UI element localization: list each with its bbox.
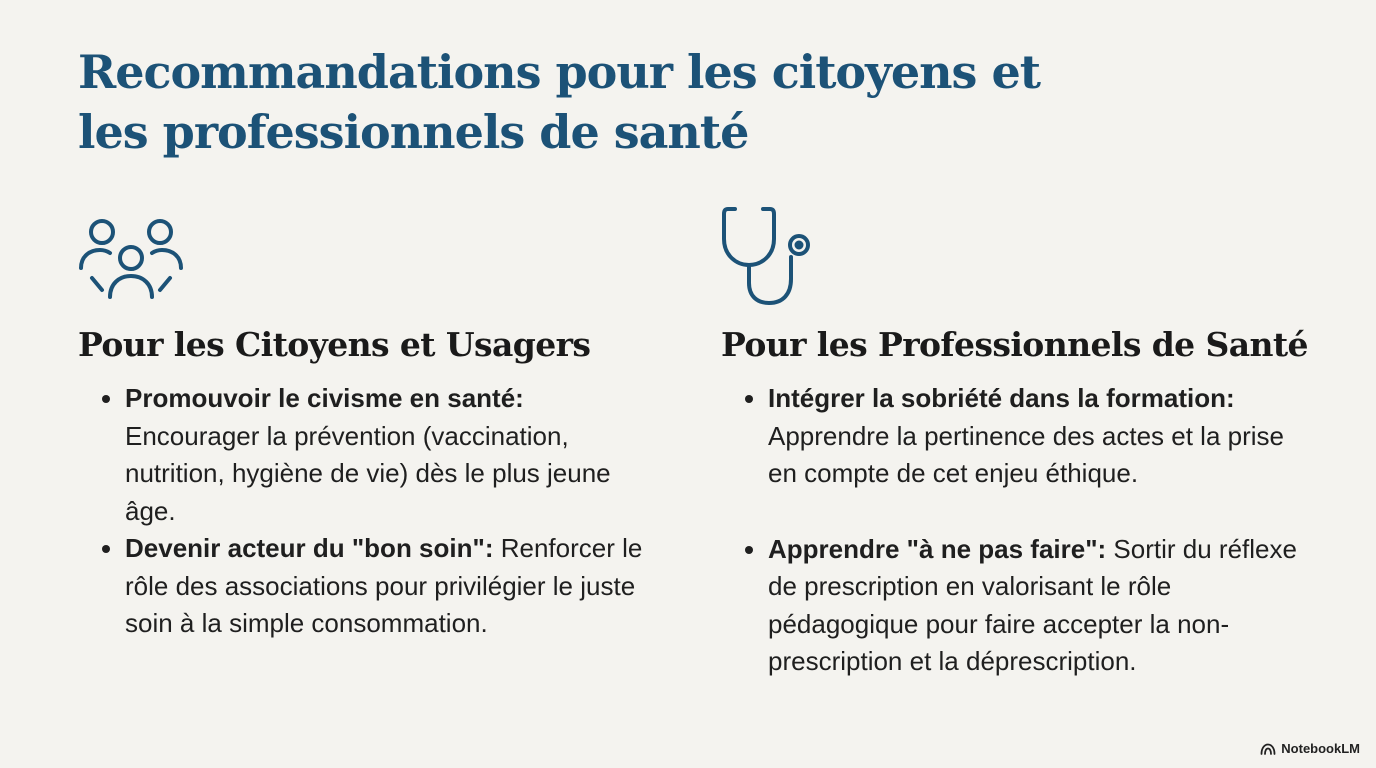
list-item <box>78 380 645 530</box>
citizens-bullet-list <box>78 380 645 643</box>
bullet-text: Renforcer le rôle des associations pour privilégier le juste soin à la simple consommation. <box>125 533 643 638</box>
list-item <box>721 531 1308 681</box>
bullet-text: Sortir du réflexe de prescription en valorisant le rôle pédagogique pour faire accepter la non-prescription et la déprescription. <box>768 533 1297 676</box>
people-group-icon <box>78 205 188 307</box>
citizens-column <box>78 205 668 638</box>
professionals-heading: Pour les Professionnels de Santé <box>721 325 1308 364</box>
notebooklm-branding <box>1260 741 1360 756</box>
citizens-heading: Pour les Citoyens et Usagers <box>78 325 591 364</box>
professionals-bullet-list <box>721 380 1308 681</box>
slide-title: Recommandations pour les citoyens et les professionnels de santé <box>78 45 1040 159</box>
bullet-text: Encourager la prévention (vaccination, nutrition, hygiène de vie) dès le plus jeune âge. <box>125 420 611 526</box>
bullet-lead: Promouvoir le civisme en santé: <box>125 383 524 413</box>
notebooklm-logo-icon <box>1260 743 1276 755</box>
bullet-lead: Intégrer la sobriété dans la formation: <box>768 383 1235 413</box>
bullet-lead: Apprendre "à ne pas faire": <box>768 533 1107 564</box>
professionals-column <box>721 205 1321 676</box>
list-item <box>78 530 645 643</box>
list-item <box>721 380 1308 493</box>
bullet-text: Apprendre la pertinence des actes et la prise en compte de cet enjeu éthique. <box>768 420 1284 488</box>
brand-label: NotebookLM <box>1281 741 1360 756</box>
stethoscope-icon <box>721 205 821 307</box>
bullet-lead: Devenir acteur du "bon soin": <box>125 533 494 563</box>
